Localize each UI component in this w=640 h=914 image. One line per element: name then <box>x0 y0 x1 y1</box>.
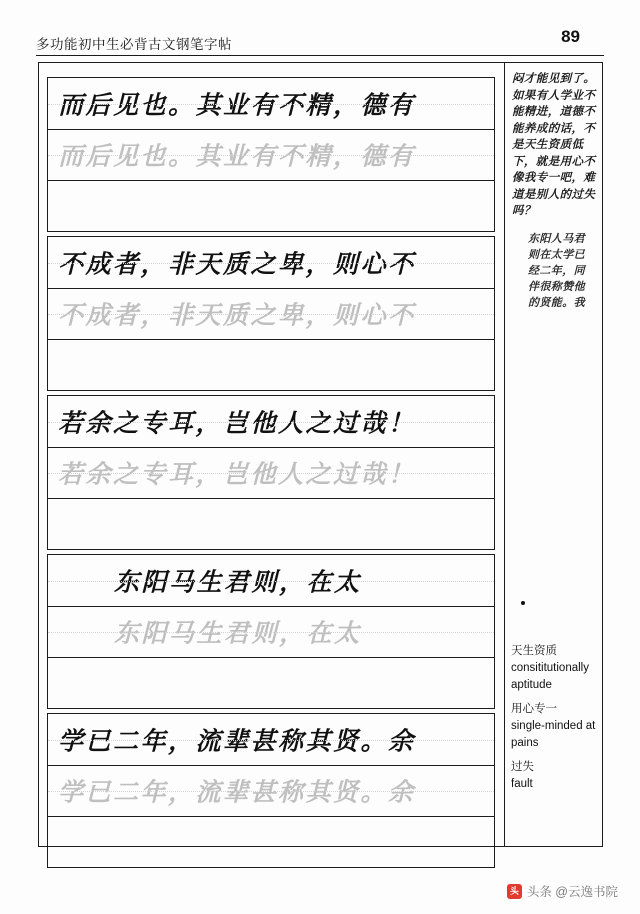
model-text: 若余之专耳，岂他人之过哉！ <box>58 407 416 437</box>
page-number: 89 <box>561 27 580 46</box>
model-row <box>48 555 494 606</box>
model-row <box>48 396 494 447</box>
watermark-label: 头条 @云逸书院 <box>526 885 618 899</box>
glossary-term: 天生资质 <box>511 645 557 657</box>
trace-row <box>48 765 494 816</box>
practice-block <box>47 713 495 868</box>
trace-text: 而后见也。其业有不精，德有 <box>58 141 416 171</box>
model-row <box>48 78 494 129</box>
practice-block <box>47 554 495 709</box>
trace-row <box>48 606 494 657</box>
blank-practice-row <box>48 498 494 549</box>
trace-text: 不成者，非天质之卑，则心不 <box>58 300 416 330</box>
trace-row <box>48 129 494 180</box>
content-frame <box>38 62 603 847</box>
trace-text: 若余之专耳，岂他人之过哉！ <box>58 459 416 489</box>
watermark <box>507 882 618 900</box>
glossary <box>511 643 599 793</box>
page-header <box>36 27 604 59</box>
trace-row <box>48 447 494 498</box>
model-text: 而后见也。其业有不精，德有 <box>58 89 416 119</box>
trace-row <box>48 288 494 339</box>
practice-block <box>47 77 495 232</box>
notes-column <box>504 63 602 846</box>
handwritten-note-primary: 闷才能见到了。如果有人学业不能精进，道德不能养成的话，不是天生资质低下，就是用心不像我专一吧，难道是别人的过失吗？ <box>512 71 596 217</box>
handwritten-note-secondary: 东阳人马君则在太学已经二年，同伴很称赞他的贤能。我 <box>528 231 585 309</box>
trace-text: 东阳马生君则，在太 <box>114 618 362 648</box>
glossary-definition: consititutionally aptitude <box>511 662 589 691</box>
glossary-term: 过失 <box>511 761 534 773</box>
practice-block <box>47 395 495 550</box>
glossary-term: 用心专一 <box>511 703 557 715</box>
blank-practice-row <box>48 816 494 867</box>
bullet-dot-icon <box>521 601 525 605</box>
glossary-definition: fault <box>511 778 533 790</box>
model-text: 学已二年，流辈甚称其贤。余 <box>58 725 416 755</box>
model-text: 不成者，非天质之卑，则心不 <box>58 248 416 278</box>
model-row <box>48 237 494 288</box>
header-divider <box>36 55 604 56</box>
blank-practice-row <box>48 339 494 390</box>
toutiao-logo-icon: 头 <box>507 884 522 899</box>
practice-column <box>39 63 504 846</box>
practice-block <box>47 236 495 391</box>
model-text: 东阳马生君则，在太 <box>114 566 362 596</box>
model-row <box>48 714 494 765</box>
book-title: 多功能初中生必背古文钢笔字帖 <box>36 37 232 52</box>
trace-text: 学已二年，流辈甚称其贤。余 <box>58 777 416 807</box>
blank-practice-row <box>48 657 494 708</box>
glossary-definition: single-minded at pains <box>511 720 596 749</box>
blank-practice-row <box>48 180 494 231</box>
